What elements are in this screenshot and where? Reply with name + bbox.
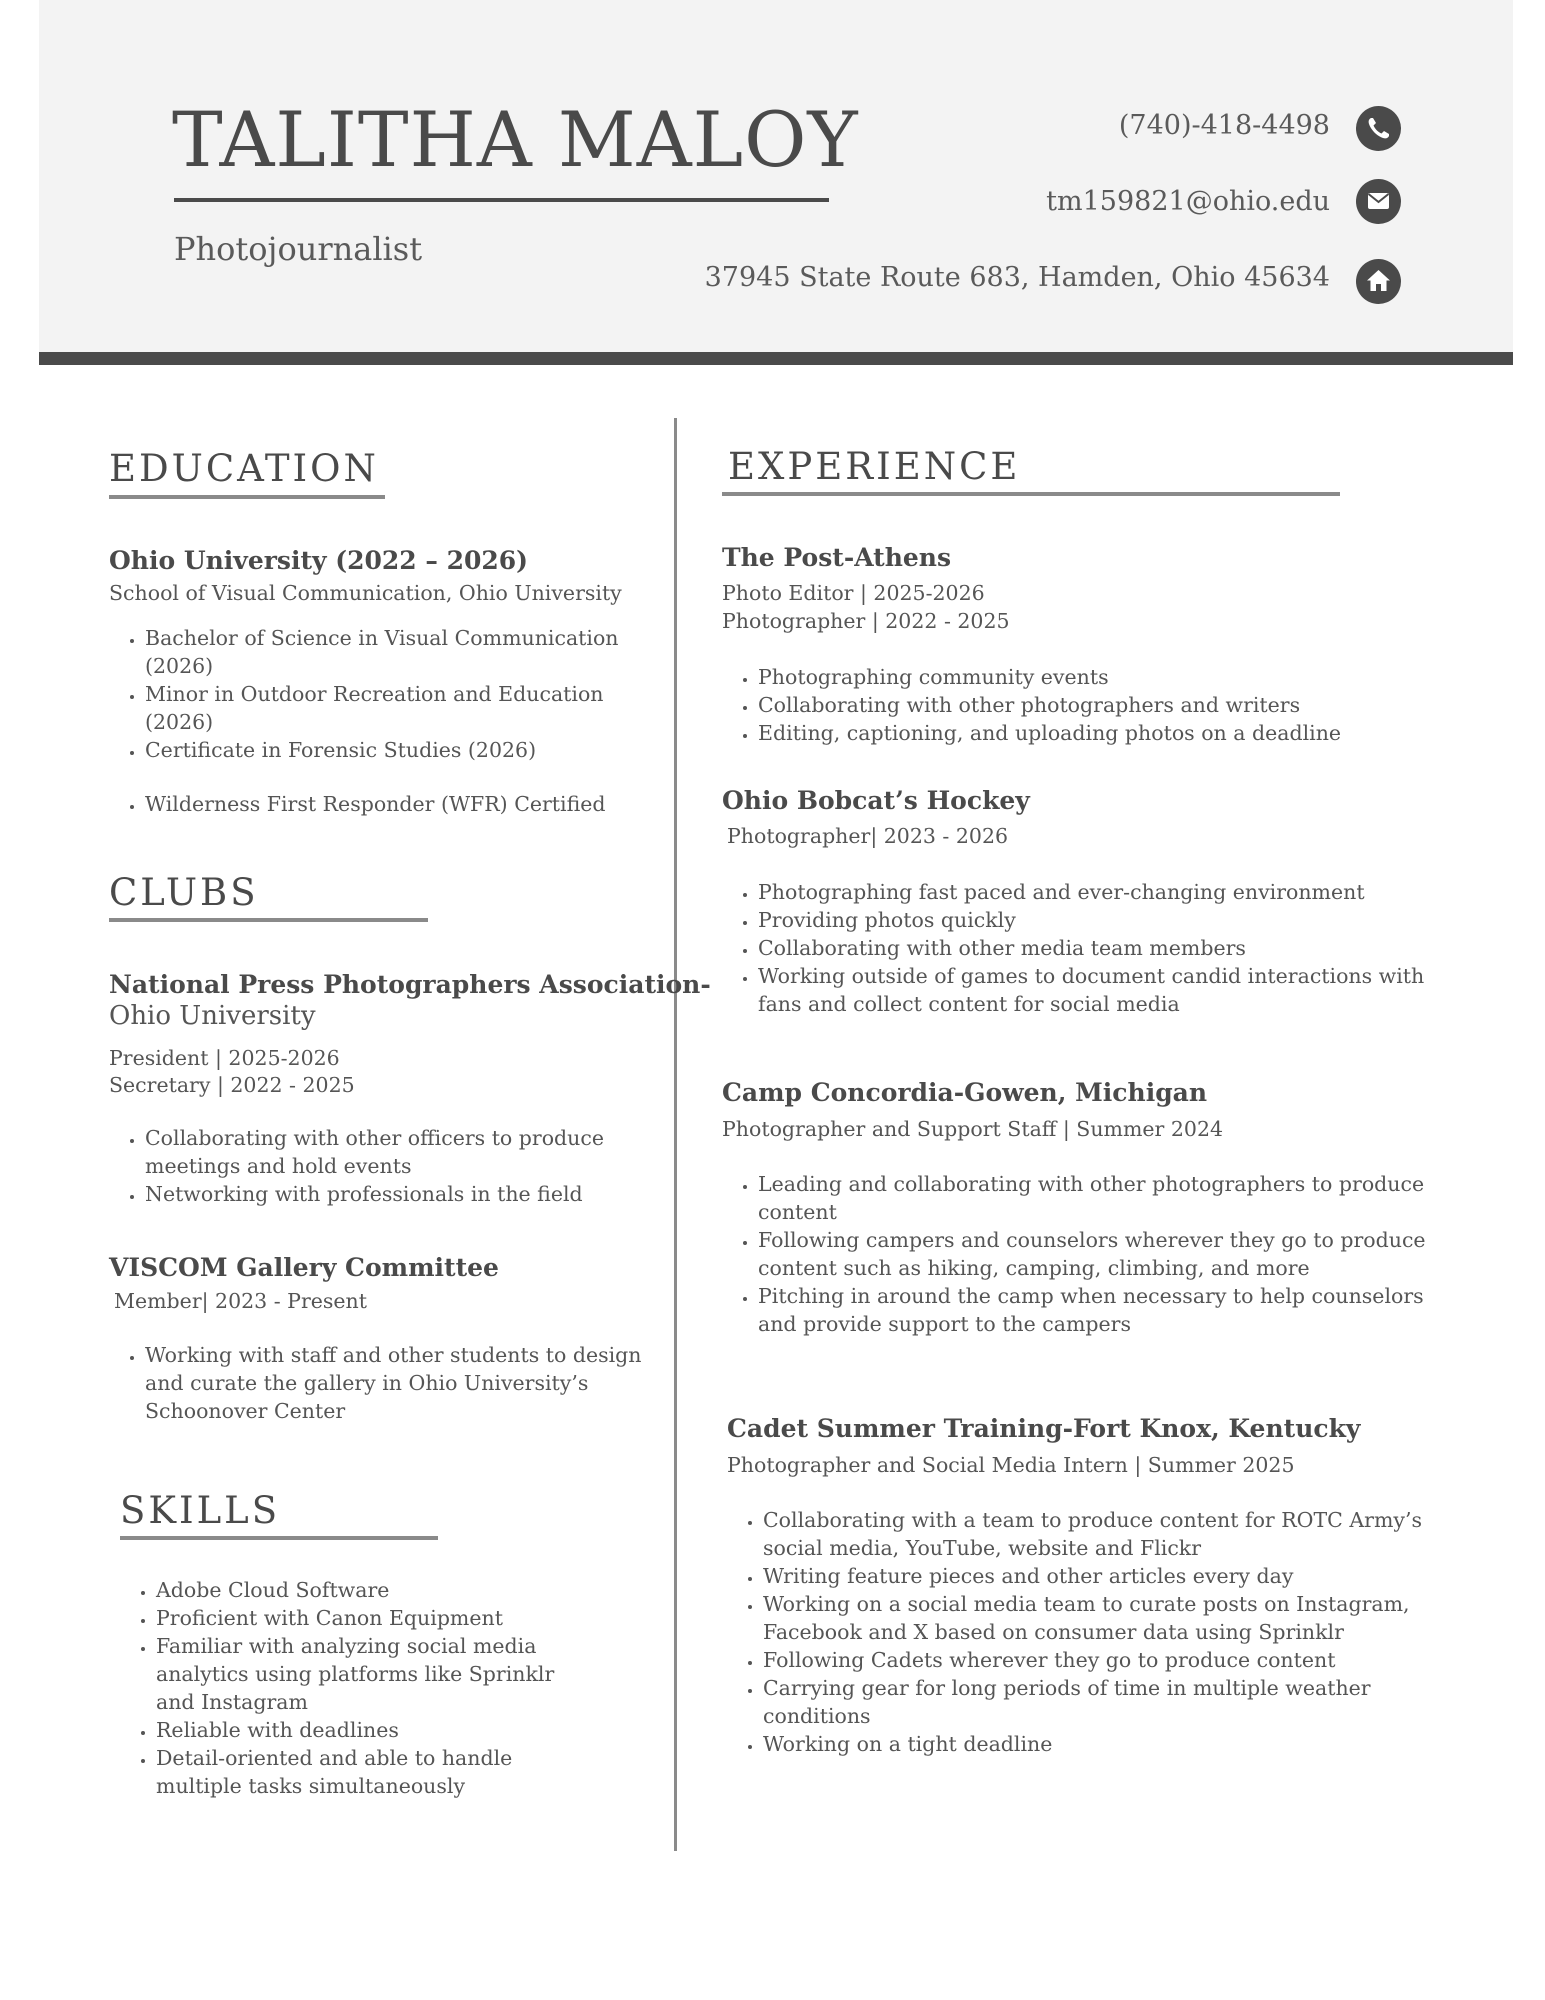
job-role: Photo Editor | 2025-2026	[722, 581, 985, 605]
list-item: • Working on a tight deadline	[763, 1730, 1443, 1758]
job-role: Photographer| 2023 - 2026	[727, 824, 1009, 848]
club-bullets	[109, 1124, 645, 1208]
list-item: • Following campers and counselors wherever they go to produce content such as hiking, camping, climbing, and more	[758, 1226, 1438, 1282]
name-underline	[174, 198, 829, 202]
home-icon	[1356, 259, 1401, 304]
skills-rule	[120, 1536, 438, 1540]
list-item: • Following Cadets wherever they go to produce content	[763, 1646, 1443, 1674]
job-bullets	[722, 1170, 1438, 1338]
list-item: • Proficient with Canon Equipment	[156, 1604, 576, 1632]
phone-text: (740)-418-4498	[1118, 110, 1330, 141]
club-title: VISCOM Gallery Committee	[109, 1253, 499, 1282]
list-item: • Collaborating with other photographers and writers	[758, 691, 1458, 719]
education-school: Ohio University (2022 – 2026)	[109, 546, 528, 575]
education-rule	[109, 495, 385, 499]
list-item: • Photographing fast paced and ever-changing environment	[758, 878, 1438, 906]
education-heading: EDUCATION	[109, 447, 379, 490]
clubs-rule	[109, 918, 428, 922]
list-item: • Collaborating with other officers to produce meetings and hold events	[145, 1124, 645, 1180]
list-item: • Providing photos quickly	[758, 906, 1438, 934]
phone-icon	[1356, 106, 1401, 151]
email-text: tm159821@ohio.edu	[1046, 186, 1330, 217]
list-item: • Minor in Outdoor Recreation and Education (2026)	[145, 680, 665, 736]
club-title-continued: Ohio University	[109, 1001, 316, 1031]
skills-list	[120, 1576, 576, 1800]
skills-heading: SKILLS	[120, 1489, 281, 1532]
list-item: • Collaborating with other media team members	[758, 934, 1438, 962]
education-subtitle: School of Visual Communication, Ohio University	[109, 581, 622, 605]
clubs-heading: CLUBS	[109, 871, 259, 914]
list-item: • Writing feature pieces and other articles every day	[763, 1562, 1443, 1590]
address-text: 37945 State Route 683, Hamden, Ohio 45634	[704, 262, 1330, 293]
list-item: • Carrying gear for long periods of time in multiple weather conditions	[763, 1674, 1443, 1730]
job-role: Photographer and Support Staff | Summer 2024	[722, 1117, 1224, 1141]
mail-icon	[1356, 179, 1401, 224]
list-item: • Adobe Cloud Software	[156, 1576, 576, 1604]
list-item: • Familiar with analyzing social media analytics using platforms like Sprinklr and Instagram	[156, 1632, 576, 1716]
club-bullets	[109, 1341, 645, 1425]
list-item: • Editing, captioning, and uploading photos on a deadline	[758, 719, 1458, 747]
person-name: TALITHA MALOY	[172, 95, 859, 184]
list-item: • Working on a social media team to curate posts on Instagram, Facebook and X based on consumer data using Sprinklr	[763, 1590, 1443, 1646]
list-item: • Leading and collaborating with other photographers to produce content	[758, 1170, 1438, 1226]
list-item: • Working outside of games to document candid interactions with fans and collect content for social media	[758, 962, 1438, 1018]
experience-rule	[722, 492, 1340, 496]
job-role: Photographer | 2022 - 2025	[722, 609, 1010, 633]
job-role: Photographer and Social Media Intern | Summer 2025	[727, 1453, 1295, 1477]
job-bullets	[722, 878, 1438, 1018]
experience-heading: EXPERIENCE	[728, 445, 1021, 488]
job-title-entry: Ohio Bobcat’s Hockey	[722, 786, 1030, 815]
list-item: • Reliable with deadlines	[156, 1716, 576, 1744]
column-divider	[674, 418, 677, 1851]
list-item: • Bachelor of Science in Visual Communication (2026)	[145, 624, 665, 680]
club-role: Secretary | 2022 - 2025	[109, 1073, 355, 1097]
list-item: • Working with staff and other students to design and curate the gallery in Ohio University’s Schoonover Center	[145, 1341, 645, 1425]
club-title: National Press Photographers Association-	[109, 970, 711, 999]
club-role: Member| 2023 - Present	[114, 1289, 367, 1313]
job-title-entry: The Post-Athens	[722, 543, 952, 572]
job-title-entry: Camp Concordia-Gowen, Michigan	[722, 1078, 1208, 1107]
job-title-entry: Cadet Summer Training-Fort Knox, Kentucky	[727, 1414, 1361, 1443]
list-item: • Certificate in Forensic Studies (2026)	[145, 736, 665, 764]
list-item: • Photographing community events	[758, 663, 1458, 691]
list-item: • Networking with professionals in the field	[145, 1180, 645, 1208]
education-extra-list	[109, 790, 665, 818]
education-list	[109, 624, 665, 764]
list-item: • Wilderness First Responder (WFR) Certified	[145, 790, 665, 818]
list-item: • Collaborating with a team to produce content for ROTC Army’s social media, YouTube, website and Flickr	[763, 1506, 1443, 1562]
header-bottom-bar	[39, 352, 1513, 365]
job-title: Photojournalist	[174, 230, 423, 268]
job-bullets	[722, 663, 1458, 747]
job-bullets	[727, 1506, 1443, 1758]
list-item: • Detail-oriented and able to handle multiple tasks simultaneously	[156, 1744, 576, 1800]
club-role: President | 2025-2026	[109, 1046, 340, 1070]
list-item: • Pitching in around the camp when necessary to help counselors and provide support to the campers	[758, 1282, 1438, 1338]
